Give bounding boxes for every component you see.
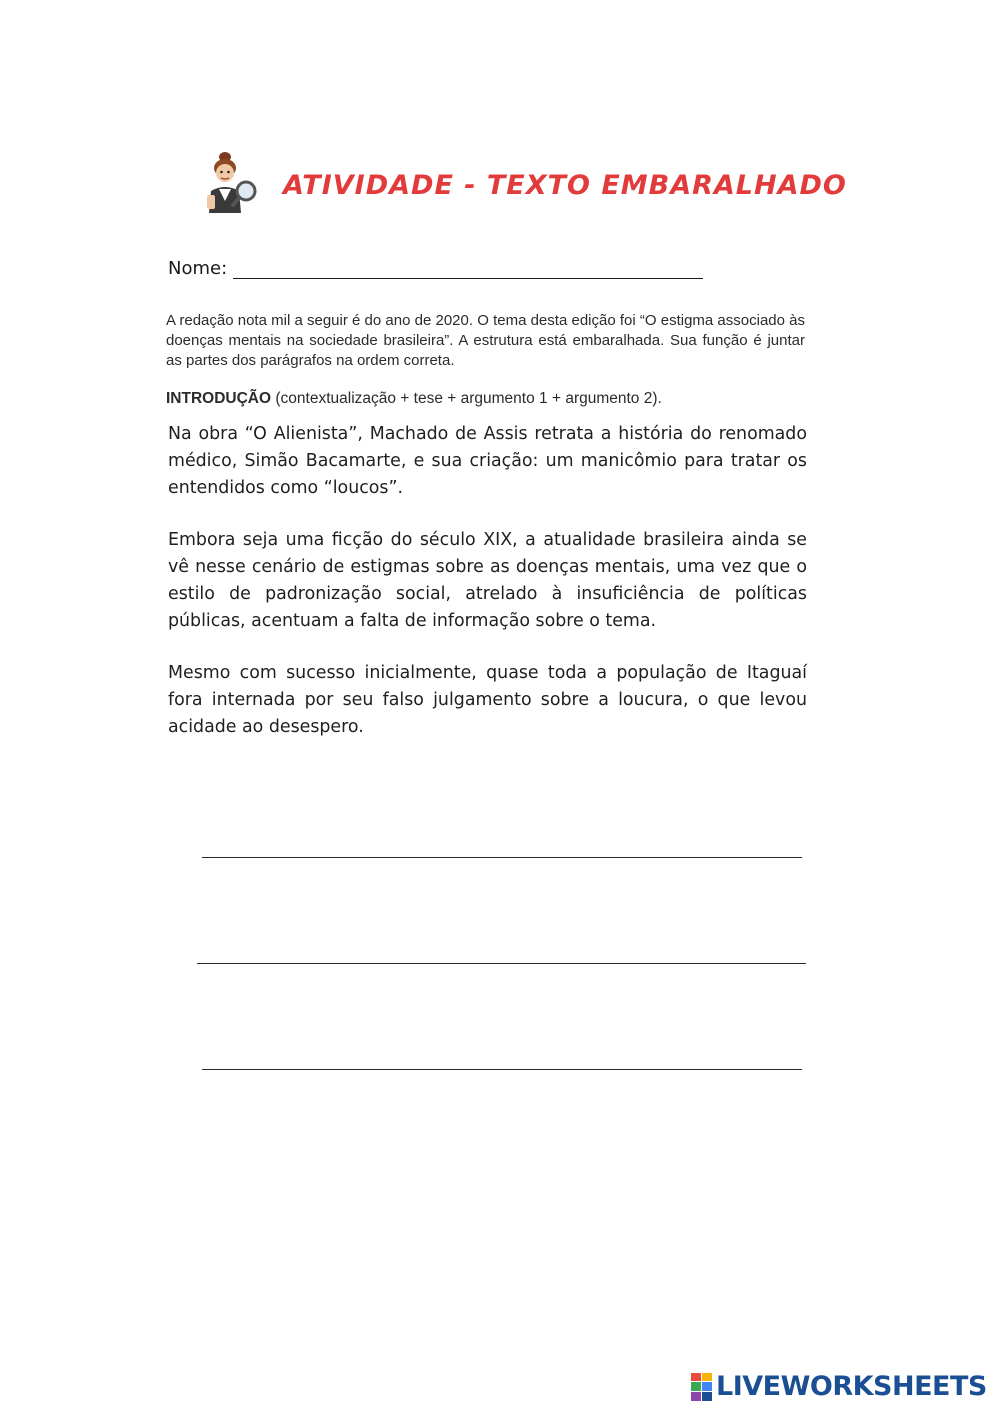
paragraph-3: Mesmo com sucesso inicialmente, quase toda a população de Itaguaí fora internada por seu falso julgamento sobre a loucura, o que levou acidade ao desespero. (168, 663, 807, 737)
paragraph-2: Embora seja uma ficção do século XIX, a atualidade brasileira ainda se vê nesse cenário de estigmas sobre as doenças mentais, uma vez que o estilo de padronização social, atrelado à insuficiência de políticas públicas, acentuam a falta de informação sobre o tema. (168, 530, 807, 631)
woman-with-magnifying-glass-icon (201, 151, 259, 213)
section-heading (166, 390, 662, 408)
paragraph-1: Na obra “O Alienista”, Machado de Assis retrata a história do renomado médico, Simão Bacamarte, e sua criação: um manicômio para tratar os entendidos como “loucos”. (168, 424, 807, 498)
answer-line-3[interactable] (202, 1069, 802, 1070)
liveworksheets-logo-icon (691, 1373, 713, 1401)
page-title: ATIVIDADE - TEXTO EMBARALHADO (283, 170, 847, 201)
name-field[interactable] (233, 260, 703, 279)
instructions-text: A redação nota mil a seguir é do ano de 2020. O tema desta edição foi “O estigma associado às doenças mentais na sociedade brasileira”. A estrutura está embaralhada. Sua função é juntar as partes dos parágrafos na ordem correta. (166, 312, 805, 369)
footer-brand[interactable] (691, 1371, 987, 1402)
brand-name: LIVEWORKSHEETS (716, 1371, 987, 1402)
section-description: (contextualização + tese + argumento 1 + argumento 2). (275, 390, 662, 407)
section-label: INTRODUÇÃO (166, 390, 272, 407)
answer-line-2[interactable] (197, 963, 806, 964)
name-label: Nome: (168, 258, 228, 279)
answer-line-1[interactable] (202, 857, 802, 858)
name-row (168, 258, 703, 279)
